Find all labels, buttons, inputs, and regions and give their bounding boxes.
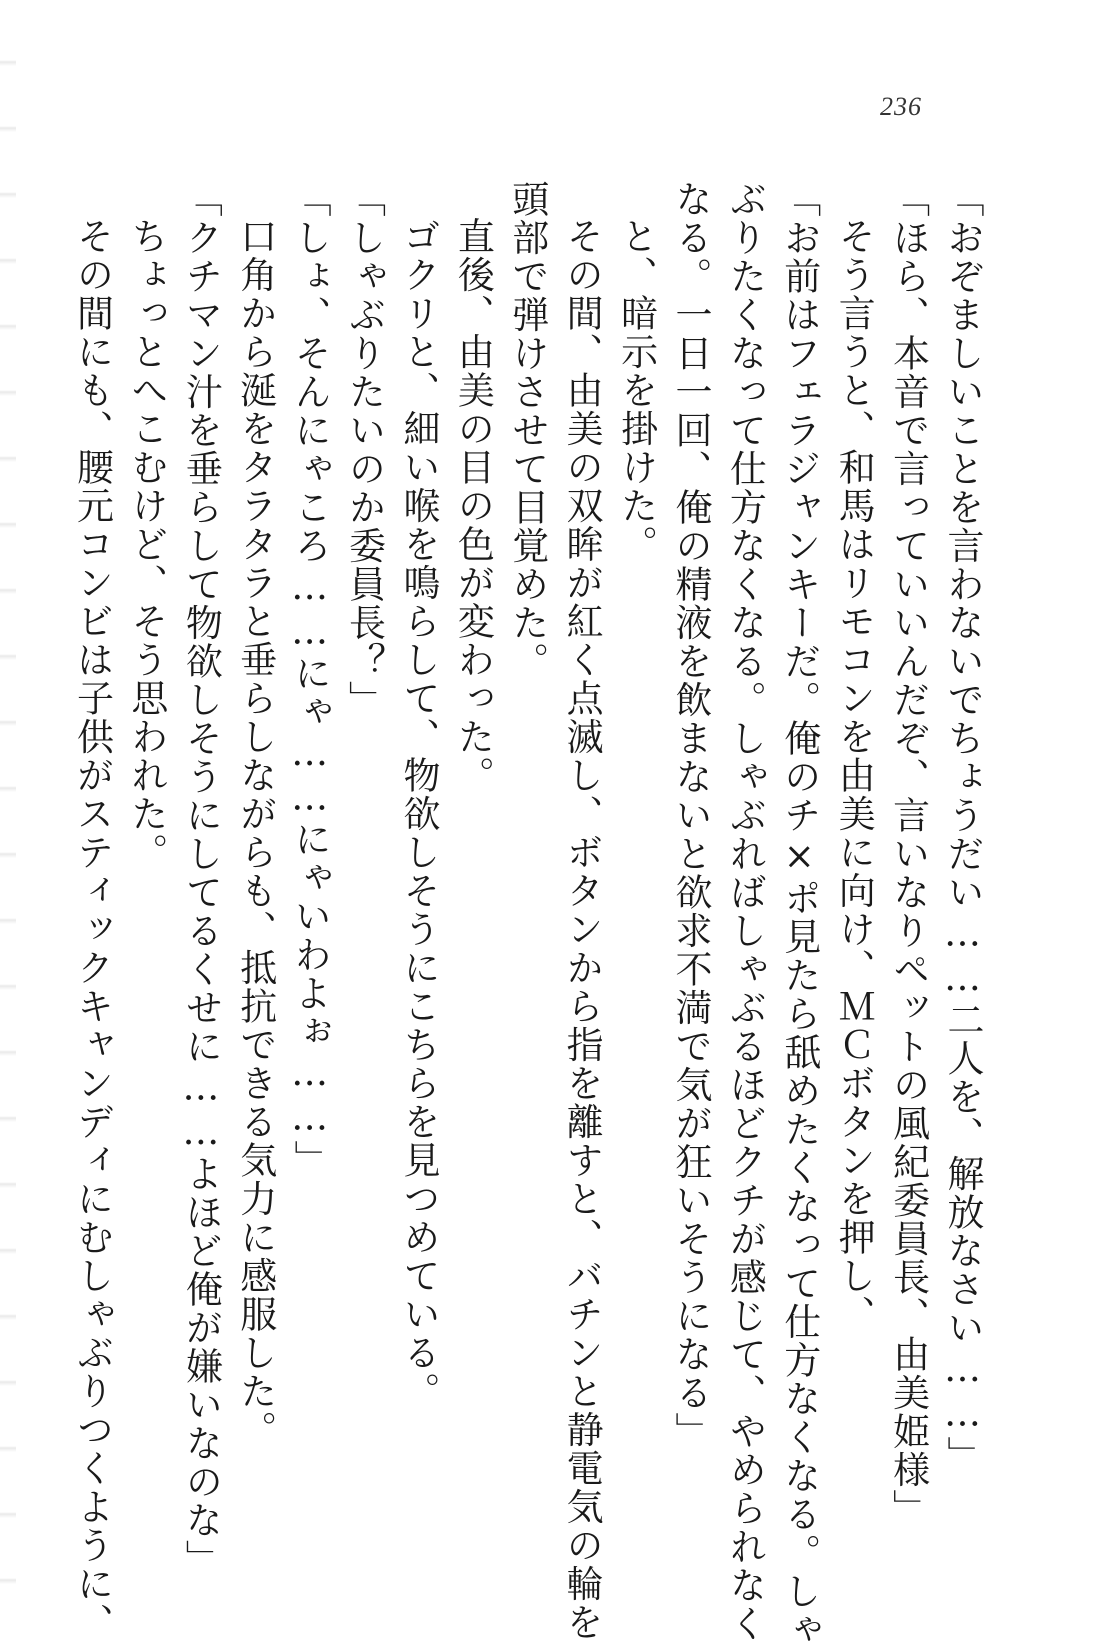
- text-line: 「クチマン汁を垂らして物欲しそうにしてるくせに……よほど俺が嫌いなのな」: [179, 180, 223, 1578]
- text-line: ゴクリと、細い喉を鳴らして、物欲しそうにこちらを見つめている。: [396, 217, 440, 1411]
- text-line: 口角から涎をタラタラと垂らしながらも、抵抗できる気力に感服した。: [233, 217, 277, 1449]
- text-line: と、暗示を掛けた。: [614, 217, 658, 564]
- text-line: 頭部で弾けさせて目覚めた。: [505, 180, 549, 681]
- text-line: そう言うと、和馬はリモコンを由美に向け、ＭＣボタンを押し、: [832, 217, 876, 1334]
- text-line: その間、由美の双眸が紅く点滅し、ボタンから指を離すと、バチンと静電気の輪を: [560, 217, 604, 1642]
- text-line: ちょっとへこむけど、そう思われた。: [124, 217, 168, 872]
- text-line: 「しゃぶりたいのか委員長？」: [342, 180, 386, 719]
- text-line: その間にも、腰元コンビは子供がスティックキャンディにむしゃぶりつくように、: [70, 217, 114, 1642]
- page-number: 236: [880, 92, 922, 121]
- vertical-body-text: [70, 180, 989, 1649]
- text-line: ぶりたくなって仕方なくなる。しゃぶればしゃぶるほどクチが感じて、やめられなく: [723, 180, 767, 1643]
- text-line: 「お前はフェラジャンキーだ。俺のチ×ポ見たら舐めたくなって仕方なくなる。しゃ: [777, 180, 821, 1649]
- text-line: 「ほら、本音で言っていいんだぞ、言いなりペットの風紀委員長、由美姫様」: [886, 180, 930, 1528]
- page-edge-shadow: [0, 0, 16, 1600]
- text-line: 「しょ、そんにゃころ……にゃ……にゃいわよぉ……」: [288, 180, 332, 1179]
- text-line: 「おぞましいことを言わないでちょうだい……二人を、解放なさい……」: [941, 180, 984, 1475]
- text-line: なる。一日一回、俺の精液を飲まないと欲求不満で気が狂いそうになる」: [668, 180, 712, 1451]
- text-line: 直後、由美の目の色が変わった。: [451, 217, 495, 795]
